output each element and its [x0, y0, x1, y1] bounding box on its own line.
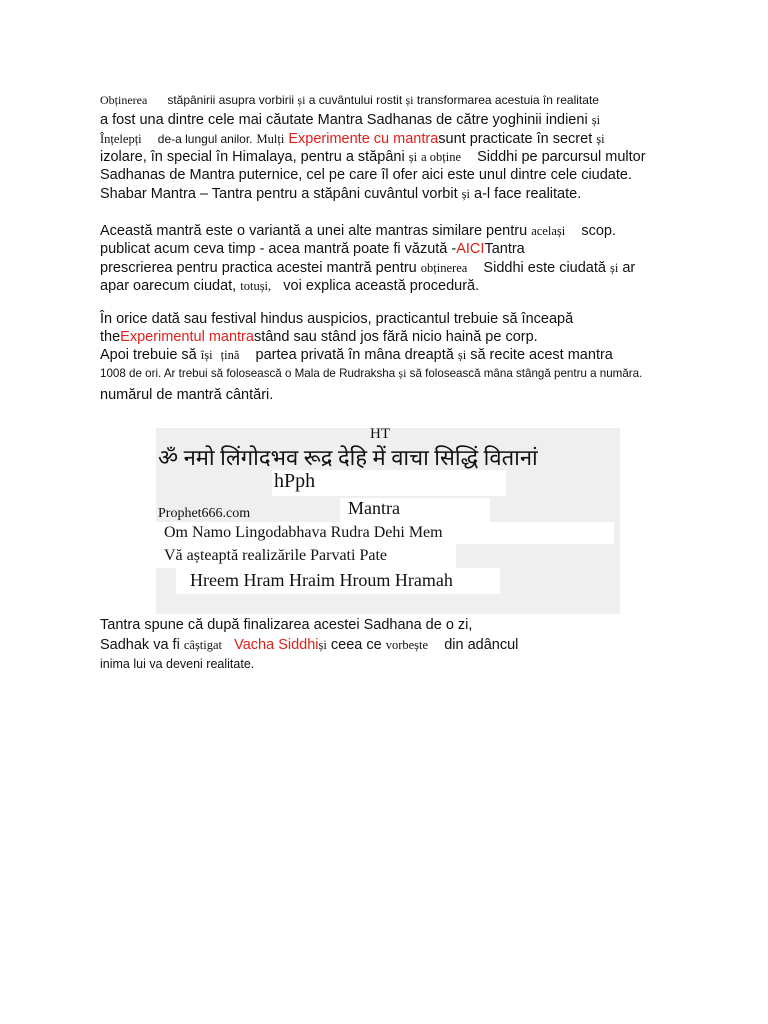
word: Obținerea — [100, 93, 148, 107]
image-hpph-label: hPph — [274, 470, 316, 492]
text-span: transformarea acestuia în realitate — [416, 93, 599, 107]
text-span: scop. — [581, 223, 617, 239]
text-span: Sadhanas de Mantra puternice, cel pe care îl ofer aici este unul dintre cele ciudate. — [100, 167, 632, 183]
mantra-line-1: Om Namo Lingodabhava Rudra Dehi Mem — [164, 524, 443, 541]
word: și — [318, 638, 327, 652]
text-line-10 — [100, 278, 479, 295]
word: a obține — [421, 150, 461, 164]
text-span: 1008 de ori. Ar trebui să folosească o Mala de Rudraksha — [100, 367, 396, 380]
word: Înțelepți — [100, 132, 142, 146]
word: și — [591, 113, 601, 127]
mantra-heading: Mantra — [348, 498, 400, 518]
text-line-12 — [100, 329, 538, 346]
mantra-image — [156, 420, 620, 614]
text-line-18 — [100, 657, 254, 671]
text-span: numărul de mantră cântări. — [100, 387, 274, 403]
text-span: În orice dată sau festival hindus auspicios, practicantul trebuie să înceapă — [100, 311, 574, 327]
vacha-siddhi-link[interactable]: Vacha Siddhi — [234, 637, 319, 653]
text-span: din adâncul — [444, 637, 519, 653]
aici-link[interactable]: AICI — [456, 241, 485, 257]
text-line-16 — [100, 617, 472, 634]
text-line-11 — [100, 311, 573, 328]
word: același — [531, 224, 566, 238]
text-line-6 — [100, 186, 581, 203]
text-span: a fost una dintre cele mai căutate Mantra Sadhanas de către yoghinii indieni — [100, 112, 588, 128]
word: și — [398, 366, 407, 380]
text-span: izolare, în special în Himalaya, pentru a stăpâni — [100, 149, 405, 165]
text-line-9 — [100, 260, 635, 277]
word: și — [596, 132, 605, 146]
text-line-13 — [100, 347, 613, 364]
text-span: voi explica această procedură. — [283, 278, 480, 294]
text-line-3 — [100, 131, 605, 148]
text-line-5 — [100, 167, 632, 184]
word: țină — [220, 348, 240, 362]
text-span: prescrierea pentru practica acestei mantră pentru — [100, 260, 417, 276]
mantra-experiment-link[interactable]: Experimentul mantra — [120, 329, 254, 345]
text-span: publicat acum ceva timp - acea mantră poate fi văzută - — [100, 241, 457, 257]
text-span: apar oarecum ciudat, — [100, 278, 237, 294]
text-line-1 — [100, 94, 599, 108]
word: și — [405, 93, 414, 107]
text-span: Apoi trebuie să — [100, 347, 197, 363]
text-span: ceea ce — [330, 637, 382, 653]
text-line-15 — [100, 387, 273, 404]
word: obținerea — [420, 261, 468, 275]
text-span: stând sau stând jos fără nicio haină pe corp. — [253, 329, 538, 345]
text-line-8 — [100, 241, 525, 258]
word: și — [297, 93, 306, 107]
text-span: Siddhi pe parcursul multor — [477, 149, 646, 165]
text-line-17 — [100, 637, 518, 654]
word: și — [609, 261, 619, 275]
word: și — [461, 187, 470, 201]
text-span: să recite acest mantra — [470, 347, 613, 363]
mantra-line-2: Vă așteaptă realizările Parvati Pate — [164, 547, 387, 564]
text-span: partea privată în mâna dreaptă — [255, 347, 454, 363]
word: totuși, — [240, 279, 272, 293]
word: câștigat — [183, 638, 223, 652]
text-span: sunt practicate în secret — [438, 131, 593, 147]
text-span: stăpânirii asupra vorbirii — [167, 93, 295, 107]
word: vorbește — [385, 638, 429, 652]
text-span: the — [100, 329, 121, 345]
text-span: Tantra spune că după finalizarea acestei Sadhana de o zi, — [100, 617, 473, 633]
text-line-2 — [100, 112, 600, 129]
image-ht-label: HT — [370, 426, 390, 442]
word: își — [200, 348, 213, 362]
text-span: Shabar Mantra – Tantra pentru a stăpâni cuvântul vorbit — [100, 186, 458, 202]
text-span: ar — [622, 260, 636, 276]
text-span: Sadhak va fi — [100, 637, 180, 653]
site-watermark: Prophet666.com — [158, 506, 251, 521]
text-line-7 — [100, 223, 616, 240]
text-span: de-a lungul anilor. — [157, 132, 253, 146]
text-span: Tantra — [484, 241, 525, 257]
text-span: Siddhi este ciudată — [483, 260, 606, 276]
word: și — [408, 150, 418, 164]
word: și — [457, 348, 467, 362]
text-span: Această mantră este o variantă a unei alte mantras similare pentru — [100, 223, 528, 239]
word: Mulți — [256, 132, 285, 146]
mantra-experiments-link[interactable]: Experimente cu mantra — [288, 131, 439, 147]
devanagari-mantra: ॐ नमो लिंगोदभव रूद्र देहि में वाचा सिद्धिं वितानां — [158, 445, 538, 470]
mantra-line-3: Hreem Hram Hraim Hroum Hramah — [190, 570, 453, 590]
text-span: a-l face realitate. — [474, 186, 582, 202]
text-span: să folosească mâna stângă pentru a număra. — [409, 367, 643, 380]
text-line-14 — [100, 367, 642, 381]
text-span: inima lui va deveni realitate. — [100, 657, 255, 671]
text-line-4 — [100, 149, 646, 166]
text-span: a cuvântului rostit — [308, 93, 403, 107]
